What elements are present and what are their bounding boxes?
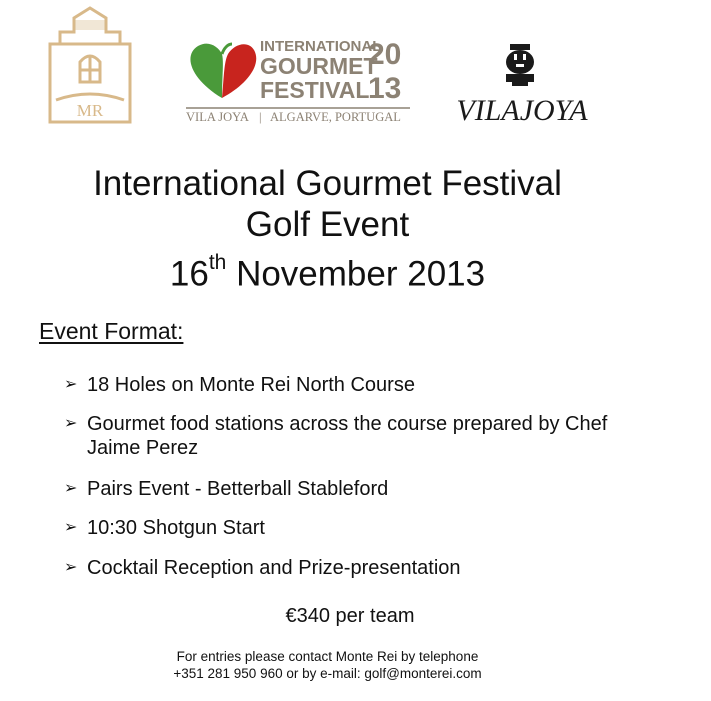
- monte-rei-initials: MR: [76, 101, 104, 120]
- monte-rei-logo: [44, 4, 136, 132]
- event-format-heading: Event Format:: [39, 318, 184, 344]
- gourmet-festival-logo: [184, 36, 414, 126]
- list-item: [62, 373, 627, 397]
- list-item-text: Pairs Event - Betterball Stableford: [87, 478, 389, 500]
- monte-rei-building-icon: [44, 4, 136, 132]
- festival-place: VILA JOYA: [186, 110, 249, 124]
- date-day: 16: [169, 254, 209, 294]
- arrow-bullet-icon: ➢: [64, 559, 78, 576]
- title-line-2: Golf Event: [245, 205, 410, 244]
- vila-joya-logo: [452, 40, 592, 130]
- vila-joya-crest-icon: [452, 40, 592, 130]
- festival-year-top: 20: [368, 38, 402, 71]
- festival-line3: FESTIVAL: [260, 77, 370, 103]
- price-per-team: €340 per team: [285, 605, 415, 627]
- list-item: [62, 412, 627, 460]
- festival-separator: |: [259, 110, 262, 124]
- arrow-bullet-icon: ➢: [64, 480, 78, 497]
- list-item-text: 10:30 Shotgun Start: [87, 517, 265, 539]
- pepper-heart-icon: [184, 36, 414, 126]
- arrow-bullet-icon: ➢: [64, 519, 78, 536]
- list-item: [62, 516, 627, 540]
- vila-joya-wordmark: VILAJOYA: [456, 94, 588, 127]
- list-item: [62, 556, 627, 580]
- list-item-text: Gourmet food stations across the course prepared by Chef Jaime Perez: [87, 413, 608, 459]
- title-date: [0, 247, 655, 295]
- festival-year-bottom: 13: [368, 72, 402, 105]
- arrow-bullet-icon: ➢: [64, 415, 78, 432]
- festival-region: ALGARVE, PORTUGAL: [270, 110, 401, 124]
- arrow-bullet-icon: ➢: [64, 376, 78, 393]
- festival-line2: GOURMET: [260, 53, 378, 79]
- list-item: [62, 477, 627, 501]
- title-line-1: International Gourmet Festival: [93, 164, 562, 203]
- date-rest: November 2013: [226, 254, 486, 294]
- contact-line-1: For entries please contact Monte Rei by telephone: [176, 649, 479, 664]
- festival-line1: INTERNATIONAL: [260, 38, 382, 55]
- list-item-text: 18 Holes on Monte Rei North Course: [87, 374, 415, 396]
- date-suffix: th: [208, 251, 227, 274]
- list-item-text: Cocktail Reception and Prize-presentation: [87, 557, 461, 579]
- contact-line-2: +351 281 950 960 or by e-mail: golf@monterei.com: [173, 666, 482, 681]
